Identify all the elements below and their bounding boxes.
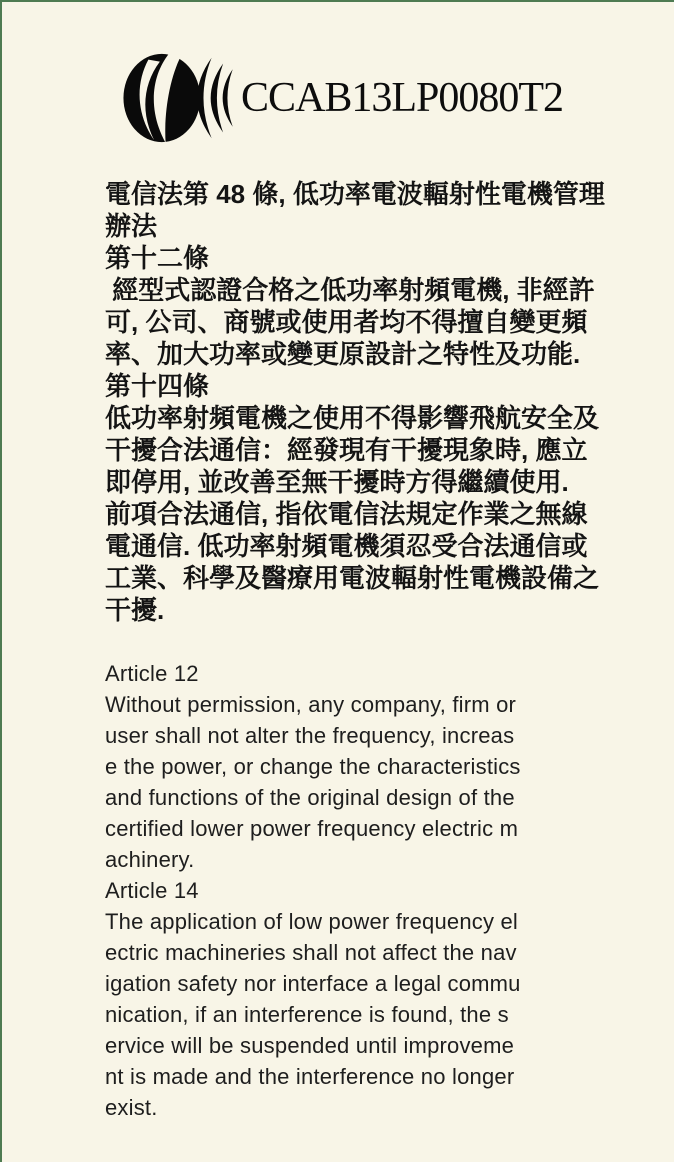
notice-line: 辦法 — [105, 211, 158, 241]
ncc-logo-row — [123, 52, 674, 144]
notice-line: 電通信. 低功率射頻電機須忍受合法通信或 — [105, 531, 588, 561]
notice-line: achinery. — [105, 847, 195, 872]
notice-line: 低功率射頻電機之使用不得影響飛航安全及 — [105, 403, 600, 433]
notice-line: and functions of the original design of the — [105, 785, 515, 810]
notice-line: e the power, or change the characteristics — [105, 754, 521, 779]
notice-line: Without permission, any company, firm or — [105, 692, 517, 717]
notice-line: 即停用, 並改善至無干擾時方得繼續使用. — [105, 467, 569, 497]
ncc-logo-icon — [123, 52, 237, 144]
notice-line: Article 12 — [105, 661, 199, 686]
notice-line: 第十四條 — [105, 371, 210, 401]
notice-line: The application of low power frequency el — [105, 909, 518, 934]
notice-line: igation safety nor interface a legal commu — [105, 971, 521, 996]
english-regulation-notice — [105, 658, 585, 1123]
notice-line: 干擾. — [105, 595, 165, 625]
notice-line: ervice will be suspended until improveme — [105, 1033, 515, 1058]
notice-line: 可, 公司、商號或使用者均不得擅自變更頻 — [105, 307, 588, 337]
notice-line: 電信法第 48 條, 低功率電波輻射性電機管理 — [105, 179, 605, 209]
notice-line: 干擾合法通信：經發現有干擾現象時, 應立 — [105, 435, 588, 465]
notice-line: 前項合法通信, 指依電信法規定作業之無線 — [105, 499, 588, 529]
notice-line: user shall not alter the frequency, increas — [105, 723, 515, 748]
notice-line: nt is made and the interference no longer — [105, 1064, 515, 1089]
notice-line: 經型式認證合格之低功率射頻電機, 非經許 — [105, 275, 595, 305]
notice-line: ectric machineries shall not affect the nav — [105, 940, 517, 965]
notice-line: nication, if an interference is found, the s — [105, 1002, 509, 1027]
notice-line: exist. — [105, 1095, 158, 1120]
notice-line: certified lower power frequency electric m — [105, 816, 519, 841]
notice-line: 第十二條 — [105, 243, 210, 273]
notice-line: Article 14 — [105, 878, 199, 903]
certification-number: CCAB13LP0080T2 — [241, 75, 564, 121]
notice-line: 工業、科學及醫療用電波輻射性電機設備之 — [105, 563, 600, 593]
notice-line: 率、加大功率或變更原設計之特性及功能. — [105, 339, 581, 369]
chinese-regulation-notice — [105, 178, 605, 626]
